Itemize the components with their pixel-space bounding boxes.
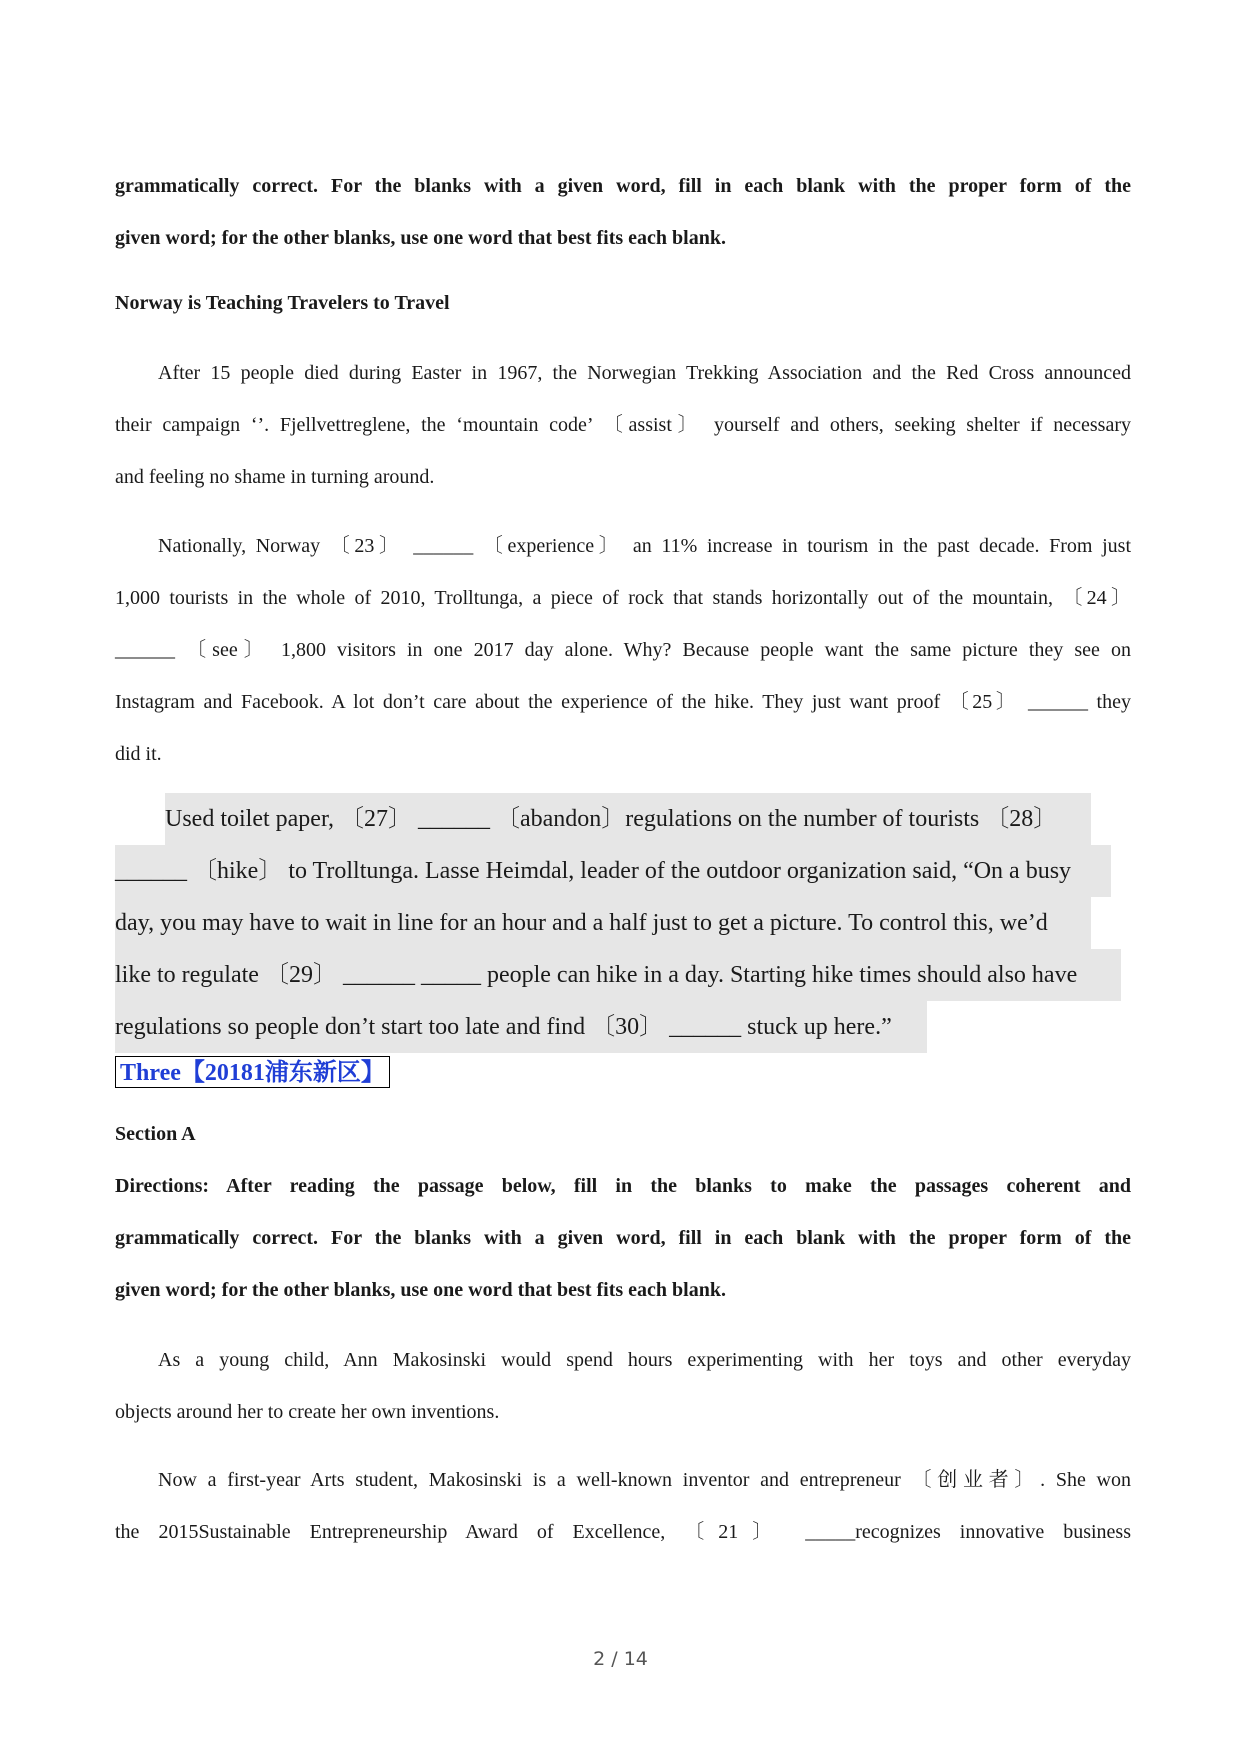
paragraph-4 <box>115 1334 1131 1438</box>
paragraph-5-line-1: Now a first-year Arts student, Makosinski is a well-known inventor and entrepreneur 〔创业者〕. She won <box>158 1469 1131 1491</box>
paragraph-1 <box>115 347 1131 503</box>
directions-a-line-2: grammatically correct. For the blanks with a given word, fill in each blank with the proper form of the <box>115 1227 1131 1249</box>
paragraph-1-line-2: their campaign ‘’. Fjellvettreglene, the ‘mountain code’ 〔assist〕 yourself and others, seeking shelter if necessary <box>115 414 1131 436</box>
paragraph-3-line-5: regulations so people don’t start too late and find 〔30〕 ______ stuck up here.” <box>115 1001 927 1053</box>
paragraph-3-line-2: ______ 〔hike〕 to Trolltunga. Lasse Heimdal, leader of the outdoor organization said, “On a busy <box>115 845 1111 897</box>
paragraph-2-line-4: Instagram and Facebook. A lot don’t care about the experience of the hike. They just want proof 〔25〕 ______ they <box>115 691 1131 713</box>
paragraph-2-line-5: did it. <box>115 743 162 765</box>
paragraph-3-line-1: Used toilet paper, 〔27〕 ______ 〔abandon〕regulations on the number of tourists 〔28〕 <box>165 793 1091 845</box>
paragraph-2-line-2: 1,000 tourists in the whole of 2010, Trolltunga, a piece of rock that stands horizontally out of the mountain, 〔24〕 <box>115 587 1131 609</box>
directions-top-line-2: given word; for the other blanks, use one word that best fits each blank. <box>115 227 726 249</box>
paragraph-2-line-3: ______ 〔see〕 1,800 visitors in one 2017 day alone. Why? Because people want the same picture they see on <box>115 639 1131 661</box>
directions-top <box>115 160 1131 264</box>
paragraph-3-line-3: day, you may have to wait in line for an hour and a half just to get a picture. To control this, we’d <box>115 897 1091 949</box>
paragraph-1-line-3: and feeling no shame in turning around. <box>115 466 435 488</box>
paragraph-2 <box>115 520 1131 780</box>
source-badge: Three【20181浦东新区】 <box>115 1056 390 1088</box>
directions-top-line-1: grammatically correct. For the blanks with a given word, fill in each blank with the proper form of the <box>115 175 1131 197</box>
paragraph-5-line-2: the 2015Sustainable Entrepreneurship Award of Excellence, 〔21〕 _____recognizes innovative business <box>115 1521 1131 1543</box>
paragraph-4-line-2: objects around her to create her own inventions. <box>115 1401 500 1423</box>
paragraph-5 <box>115 1454 1131 1558</box>
directions-a-line-1: Directions: After reading the passage below, fill in the blanks to make the passages coherent and <box>115 1175 1131 1197</box>
page-number: 2 / 14 <box>593 1648 648 1670</box>
paragraph-2-line-1: Nationally, Norway 〔23〕 ______ 〔experience〕 an 11% increase in tourism in the past decade. From just <box>158 535 1131 557</box>
paragraph-1-line-1: After 15 people died during Easter in 1967, the Norwegian Trekking Association and the Red Cross announced <box>158 362 1131 384</box>
directions-a-line-3: given word; for the other blanks, use one word that best fits each blank. <box>115 1279 726 1301</box>
passage-title: Norway is Teaching Travelers to Travel <box>115 292 450 314</box>
directions-section-a <box>115 1160 1131 1316</box>
paragraph-4-line-1: As a young child, Ann Makosinski would spend hours experimenting with her toys and other everyday <box>158 1349 1131 1371</box>
paragraph-3-line-4: like to regulate 〔29〕 ______ _____ people can hike in a day. Starting hike times should also have <box>115 949 1121 1001</box>
paragraph-3-highlighted <box>115 793 1131 1053</box>
section-label: Section A <box>115 1123 196 1145</box>
